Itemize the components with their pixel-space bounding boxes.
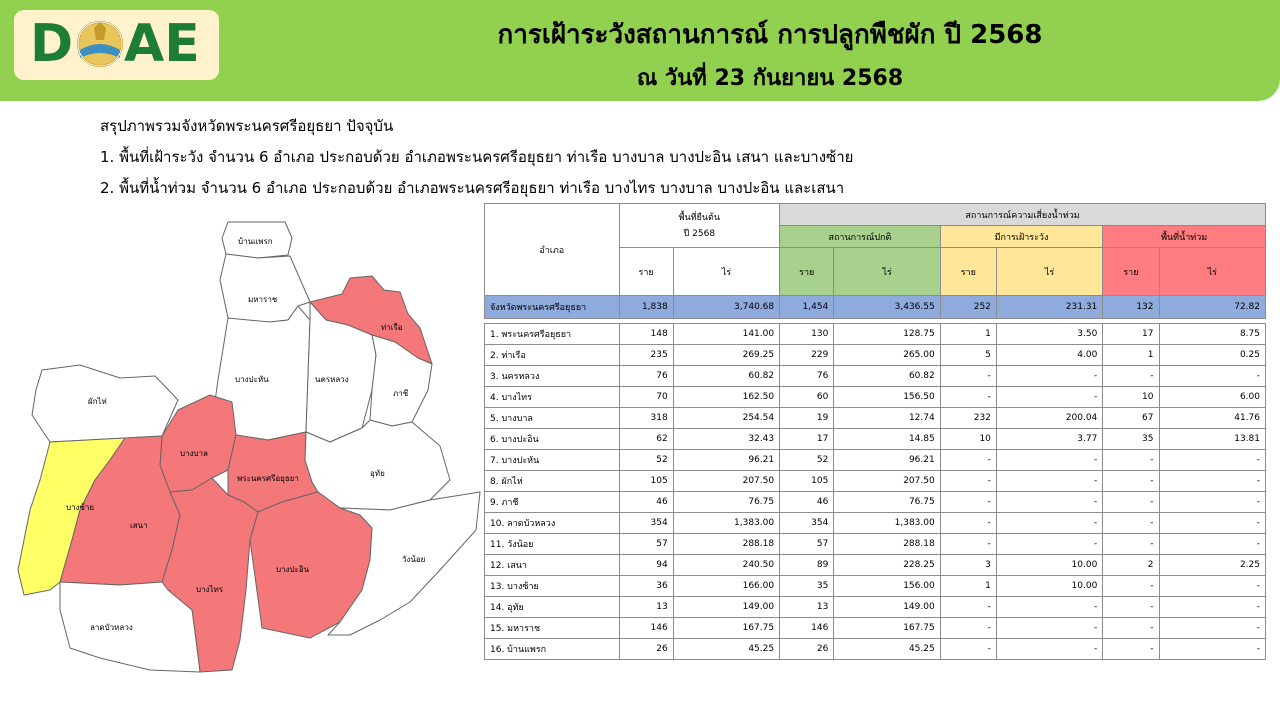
summary-watch-line: 1. พื้นที่เฝ้าระวัง จำนวน 6 อำเภอ ประกอบด้วย อำเภอพระนครศรีอยุธยา ท่าเรือ บางบาล บางปะอิน เสนา และบางซ้าย [100,148,854,166]
label-bang-sai-flood: บางไทร [196,585,224,594]
cell-plant-farmers: 105 [619,471,673,492]
cell-watch-rai: - [996,492,1102,513]
cell-watch-rai: - [996,534,1102,555]
report-date: ณ วันที่ 23 กันยายน 2568 [636,66,904,91]
district-rows [485,324,1266,660]
label-bang-pahan: บางปะหัน [235,375,269,384]
cell-normal-rai: 12.74 [834,408,940,429]
header-planted-area-line2: ปี 2568 [683,228,716,239]
label-ban-phraek: บ้านแพรก [238,237,273,246]
cell-normal-rai: 45.25 [834,639,940,660]
cell-normal-rai: 265.00 [834,345,940,366]
label-lat-bua-luang: ลาดบัวหลวง [90,623,133,632]
header-planted-area-line1: พื้นที่ยืนต้น [678,212,721,223]
table-row [485,408,1266,429]
cell-watch-farmers: 1 [940,576,996,597]
cell-normal-rai: 149.00 [834,597,940,618]
cell-plant-farmers: 318 [619,408,673,429]
table-row [485,618,1266,639]
page-title: การเฝ้าระวังสถานการณ์ การปลูกพืชผัก ปี 2568 [497,20,1043,50]
cell-name: 1. พระนครศรีอยุธยา [485,324,620,345]
cell-flood-farmers: - [1103,366,1159,387]
cell-flood-rai: 13.81 [1159,429,1266,450]
table-row [485,471,1266,492]
label-phak-hai: ผักไห่ [88,397,107,406]
total-plant-rai: 3,740.68 [673,296,779,319]
cell-normal-farmers: 13 [780,597,834,618]
cell-normal-rai: 156.50 [834,387,940,408]
header-watch-farmers: ราย [940,248,996,296]
header-plant-farmers: ราย [619,248,673,296]
cell-flood-rai: - [1159,639,1266,660]
cell-watch-rai: 10.00 [996,576,1102,597]
header-flood: พื้นที่น้ำท่วม [1103,226,1266,248]
cell-normal-rai: 167.75 [834,618,940,639]
label-uthai: อุทัย [370,469,385,478]
table-total-row [485,296,1266,319]
cell-name: 15. มหาราช [485,618,620,639]
cell-watch-farmers: - [940,618,996,639]
label-bang-ban: บางบาล [180,449,208,458]
cell-watch-farmers: - [940,639,996,660]
cell-flood-rai: - [1159,450,1266,471]
cell-name: 12. เสนา [485,555,620,576]
cell-plant-rai: 240.50 [673,555,779,576]
cell-plant-rai: 207.50 [673,471,779,492]
label-nakhon-luang: นครหลวง [315,375,349,384]
cell-flood-farmers: - [1103,450,1159,471]
cell-normal-farmers: 60 [780,387,834,408]
cell-plant-farmers: 235 [619,345,673,366]
cell-watch-rai: 3.77 [996,429,1102,450]
cell-plant-rai: 76.75 [673,492,779,513]
cell-name: 9. ภาชี [485,492,620,513]
cell-plant-rai: 288.18 [673,534,779,555]
cell-name: 8. ผักไห่ [485,471,620,492]
cell-watch-rai: 3.50 [996,324,1102,345]
cell-plant-rai: 167.75 [673,618,779,639]
logo-letters-ae: AE [124,14,200,74]
table-row [485,534,1266,555]
cell-name: 4. บางไทร [485,387,620,408]
cell-plant-rai: 141.00 [673,324,779,345]
cell-watch-rai: 200.04 [996,408,1102,429]
header-plant-rai: ไร่ [673,248,779,296]
table-row [485,555,1266,576]
cell-flood-rai: - [1159,471,1266,492]
cell-normal-farmers: 146 [780,618,834,639]
cell-normal-rai: 228.25 [834,555,940,576]
cell-watch-farmers: - [940,471,996,492]
cell-plant-farmers: 36 [619,576,673,597]
cell-plant-farmers: 52 [619,450,673,471]
table-row [485,345,1266,366]
cell-normal-farmers: 89 [780,555,834,576]
cell-watch-farmers: - [940,597,996,618]
cell-watch-farmers: - [940,450,996,471]
cell-normal-rai: 96.21 [834,450,940,471]
header-district: อำเภอ [485,204,620,296]
cell-plant-rai: 269.25 [673,345,779,366]
cell-name: 2. ท่าเรือ [485,345,620,366]
cell-flood-rai: - [1159,576,1266,597]
cell-plant-farmers: 13 [619,597,673,618]
cell-flood-rai: - [1159,492,1266,513]
cell-watch-farmers: - [940,534,996,555]
cell-watch-rai: - [996,387,1102,408]
cell-flood-rai: - [1159,534,1266,555]
cell-normal-rai: 128.75 [834,324,940,345]
cell-watch-rai: - [996,618,1102,639]
cell-watch-rai: 10.00 [996,555,1102,576]
total-plant-farmers: 1,838 [619,296,673,319]
cell-normal-rai: 288.18 [834,534,940,555]
cell-plant-farmers: 146 [619,618,673,639]
cell-name: 5. บางบาล [485,408,620,429]
cell-flood-farmers: 2 [1103,555,1159,576]
table-row [485,324,1266,345]
label-tha-ruea: ท่าเรือ [381,323,403,332]
total-normal-farmers: 1,454 [780,296,834,319]
cell-normal-rai: 76.75 [834,492,940,513]
header-watch-rai: ไร่ [996,248,1102,296]
cell-normal-farmers: 26 [780,639,834,660]
table-row [485,366,1266,387]
table-row [485,387,1266,408]
header-watch: มีการเฝ้าระวัง [940,226,1103,248]
table-row [485,492,1266,513]
cell-plant-rai: 1,383.00 [673,513,779,534]
cell-watch-farmers: 10 [940,429,996,450]
label-wang-noi: วังน้อย [402,555,426,564]
cell-flood-rai: - [1159,618,1266,639]
district-map [0,210,485,690]
cell-plant-rai: 166.00 [673,576,779,597]
cell-normal-rai: 207.50 [834,471,940,492]
cell-normal-farmers: 229 [780,345,834,366]
cell-name: 10. ลาดบัวหลวง [485,513,620,534]
cell-normal-farmers: 76 [780,366,834,387]
cell-watch-farmers: - [940,366,996,387]
cell-normal-farmers: 19 [780,408,834,429]
cell-plant-farmers: 57 [619,534,673,555]
cell-name: 11. วังน้อย [485,534,620,555]
total-watch-rai: 231.31 [996,296,1102,319]
cell-flood-rai: - [1159,366,1266,387]
cell-flood-rai: 8.75 [1159,324,1266,345]
cell-watch-rai: - [996,597,1102,618]
cell-plant-rai: 60.82 [673,366,779,387]
cell-watch-rai: - [996,450,1102,471]
label-bang-sai-watch: บางซ้าย [66,503,95,512]
cell-flood-farmers: - [1103,534,1159,555]
total-flood-farmers: 132 [1103,296,1159,319]
cell-flood-rai: 41.76 [1159,408,1266,429]
cell-flood-rai: 0.25 [1159,345,1266,366]
cell-plant-farmers: 70 [619,387,673,408]
label-bang-pa-in: บางปะอิน [276,565,310,574]
cell-flood-farmers: - [1103,471,1159,492]
table-row [485,513,1266,534]
logo-letter-d: D [30,14,74,74]
cell-watch-farmers: 232 [940,408,996,429]
cell-watch-farmers: 5 [940,345,996,366]
total-watch-farmers: 252 [940,296,996,319]
cell-normal-rai: 60.82 [834,366,940,387]
summary-flood-line: 2. พื้นที่น้ำท่วม จำนวน 6 อำเภอ ประกอบด้วย อำเภอพระนครศรีอยุธยา ท่าเรือ บางไทร บางบาล บางปะอิน และเสนา [100,179,845,197]
cell-flood-farmers: - [1103,597,1159,618]
cell-flood-farmers: 67 [1103,408,1159,429]
cell-normal-farmers: 57 [780,534,834,555]
cell-flood-farmers: 17 [1103,324,1159,345]
district-situation-table [484,203,1266,660]
cell-watch-rai: - [996,513,1102,534]
cell-normal-farmers: 52 [780,450,834,471]
cell-plant-rai: 45.25 [673,639,779,660]
cell-normal-farmers: 46 [780,492,834,513]
cell-normal-rai: 156.00 [834,576,940,597]
cell-normal-rai: 14.85 [834,429,940,450]
table-row [485,576,1266,597]
total-normal-rai: 3,436.55 [834,296,940,319]
doae-logo [14,10,219,80]
cell-watch-farmers: 1 [940,324,996,345]
header-risk-situation: สถานการณ์ความเสี่ยงน้ำท่วม [780,204,1266,226]
header-normal: สถานการณ์ปกติ [780,226,941,248]
cell-flood-farmers: - [1103,618,1159,639]
cell-plant-farmers: 76 [619,366,673,387]
table-row [485,429,1266,450]
cell-flood-rai: 2.25 [1159,555,1266,576]
label-sena: เสนา [130,521,148,530]
cell-normal-farmers: 130 [780,324,834,345]
cell-normal-farmers: 35 [780,576,834,597]
cell-watch-rai: - [996,366,1102,387]
cell-watch-farmers: - [940,492,996,513]
cell-flood-rai: 6.00 [1159,387,1266,408]
cell-flood-rai: - [1159,597,1266,618]
cell-normal-rai: 1,383.00 [834,513,940,534]
ministry-seal-icon [76,18,124,70]
cell-plant-rai: 149.00 [673,597,779,618]
cell-flood-farmers: - [1103,576,1159,597]
cell-name: 16. บ้านแพรก [485,639,620,660]
cell-normal-farmers: 17 [780,429,834,450]
cell-plant-rai: 32.43 [673,429,779,450]
cell-plant-farmers: 46 [619,492,673,513]
cell-watch-farmers: - [940,387,996,408]
cell-watch-rai: - [996,471,1102,492]
cell-flood-farmers: - [1103,513,1159,534]
label-maharat: มหาราช [248,295,278,304]
header-flood-farmers: ราย [1103,248,1159,296]
header-normal-rai: ไร่ [834,248,940,296]
cell-plant-rai: 254.54 [673,408,779,429]
table-row [485,450,1266,471]
cell-watch-farmers: - [940,513,996,534]
table-row [485,597,1266,618]
cell-name: 6. บางปะอิน [485,429,620,450]
cell-plant-rai: 96.21 [673,450,779,471]
cell-plant-farmers: 26 [619,639,673,660]
label-phachi: ภาชี [393,389,409,398]
header-flood-rai: ไร่ [1159,248,1266,296]
table-row [485,639,1266,660]
cell-flood-rai: - [1159,513,1266,534]
cell-plant-farmers: 148 [619,324,673,345]
cell-plant-farmers: 62 [619,429,673,450]
cell-plant-farmers: 94 [619,555,673,576]
cell-flood-farmers: 1 [1103,345,1159,366]
cell-normal-farmers: 105 [780,471,834,492]
summary-heading: สรุปภาพรวมจังหวัดพระนครศรีอยุธยา ปัจจุบัน [100,117,394,135]
cell-name: 14. อุทัย [485,597,620,618]
header-normal-farmers: ราย [780,248,834,296]
cell-name: 3. นครหลวง [485,366,620,387]
cell-watch-rai: 4.00 [996,345,1102,366]
total-flood-rai: 72.82 [1159,296,1266,319]
header-planted-area [619,204,780,248]
cell-flood-farmers: 10 [1103,387,1159,408]
cell-watch-rai: - [996,639,1102,660]
cell-normal-farmers: 354 [780,513,834,534]
cell-plant-farmers: 354 [619,513,673,534]
cell-watch-farmers: 3 [940,555,996,576]
cell-name: 13. บางซ้าย [485,576,620,597]
cell-flood-farmers: - [1103,492,1159,513]
cell-plant-rai: 162.50 [673,387,779,408]
cell-flood-farmers: 35 [1103,429,1159,450]
cell-flood-farmers: - [1103,639,1159,660]
cell-name: 7. บางปะหัน [485,450,620,471]
total-name: จังหวัดพระนครศรีอยุธยา [485,296,620,319]
label-phra-nakhon: พระนครศรีอยุธยา [237,474,299,483]
